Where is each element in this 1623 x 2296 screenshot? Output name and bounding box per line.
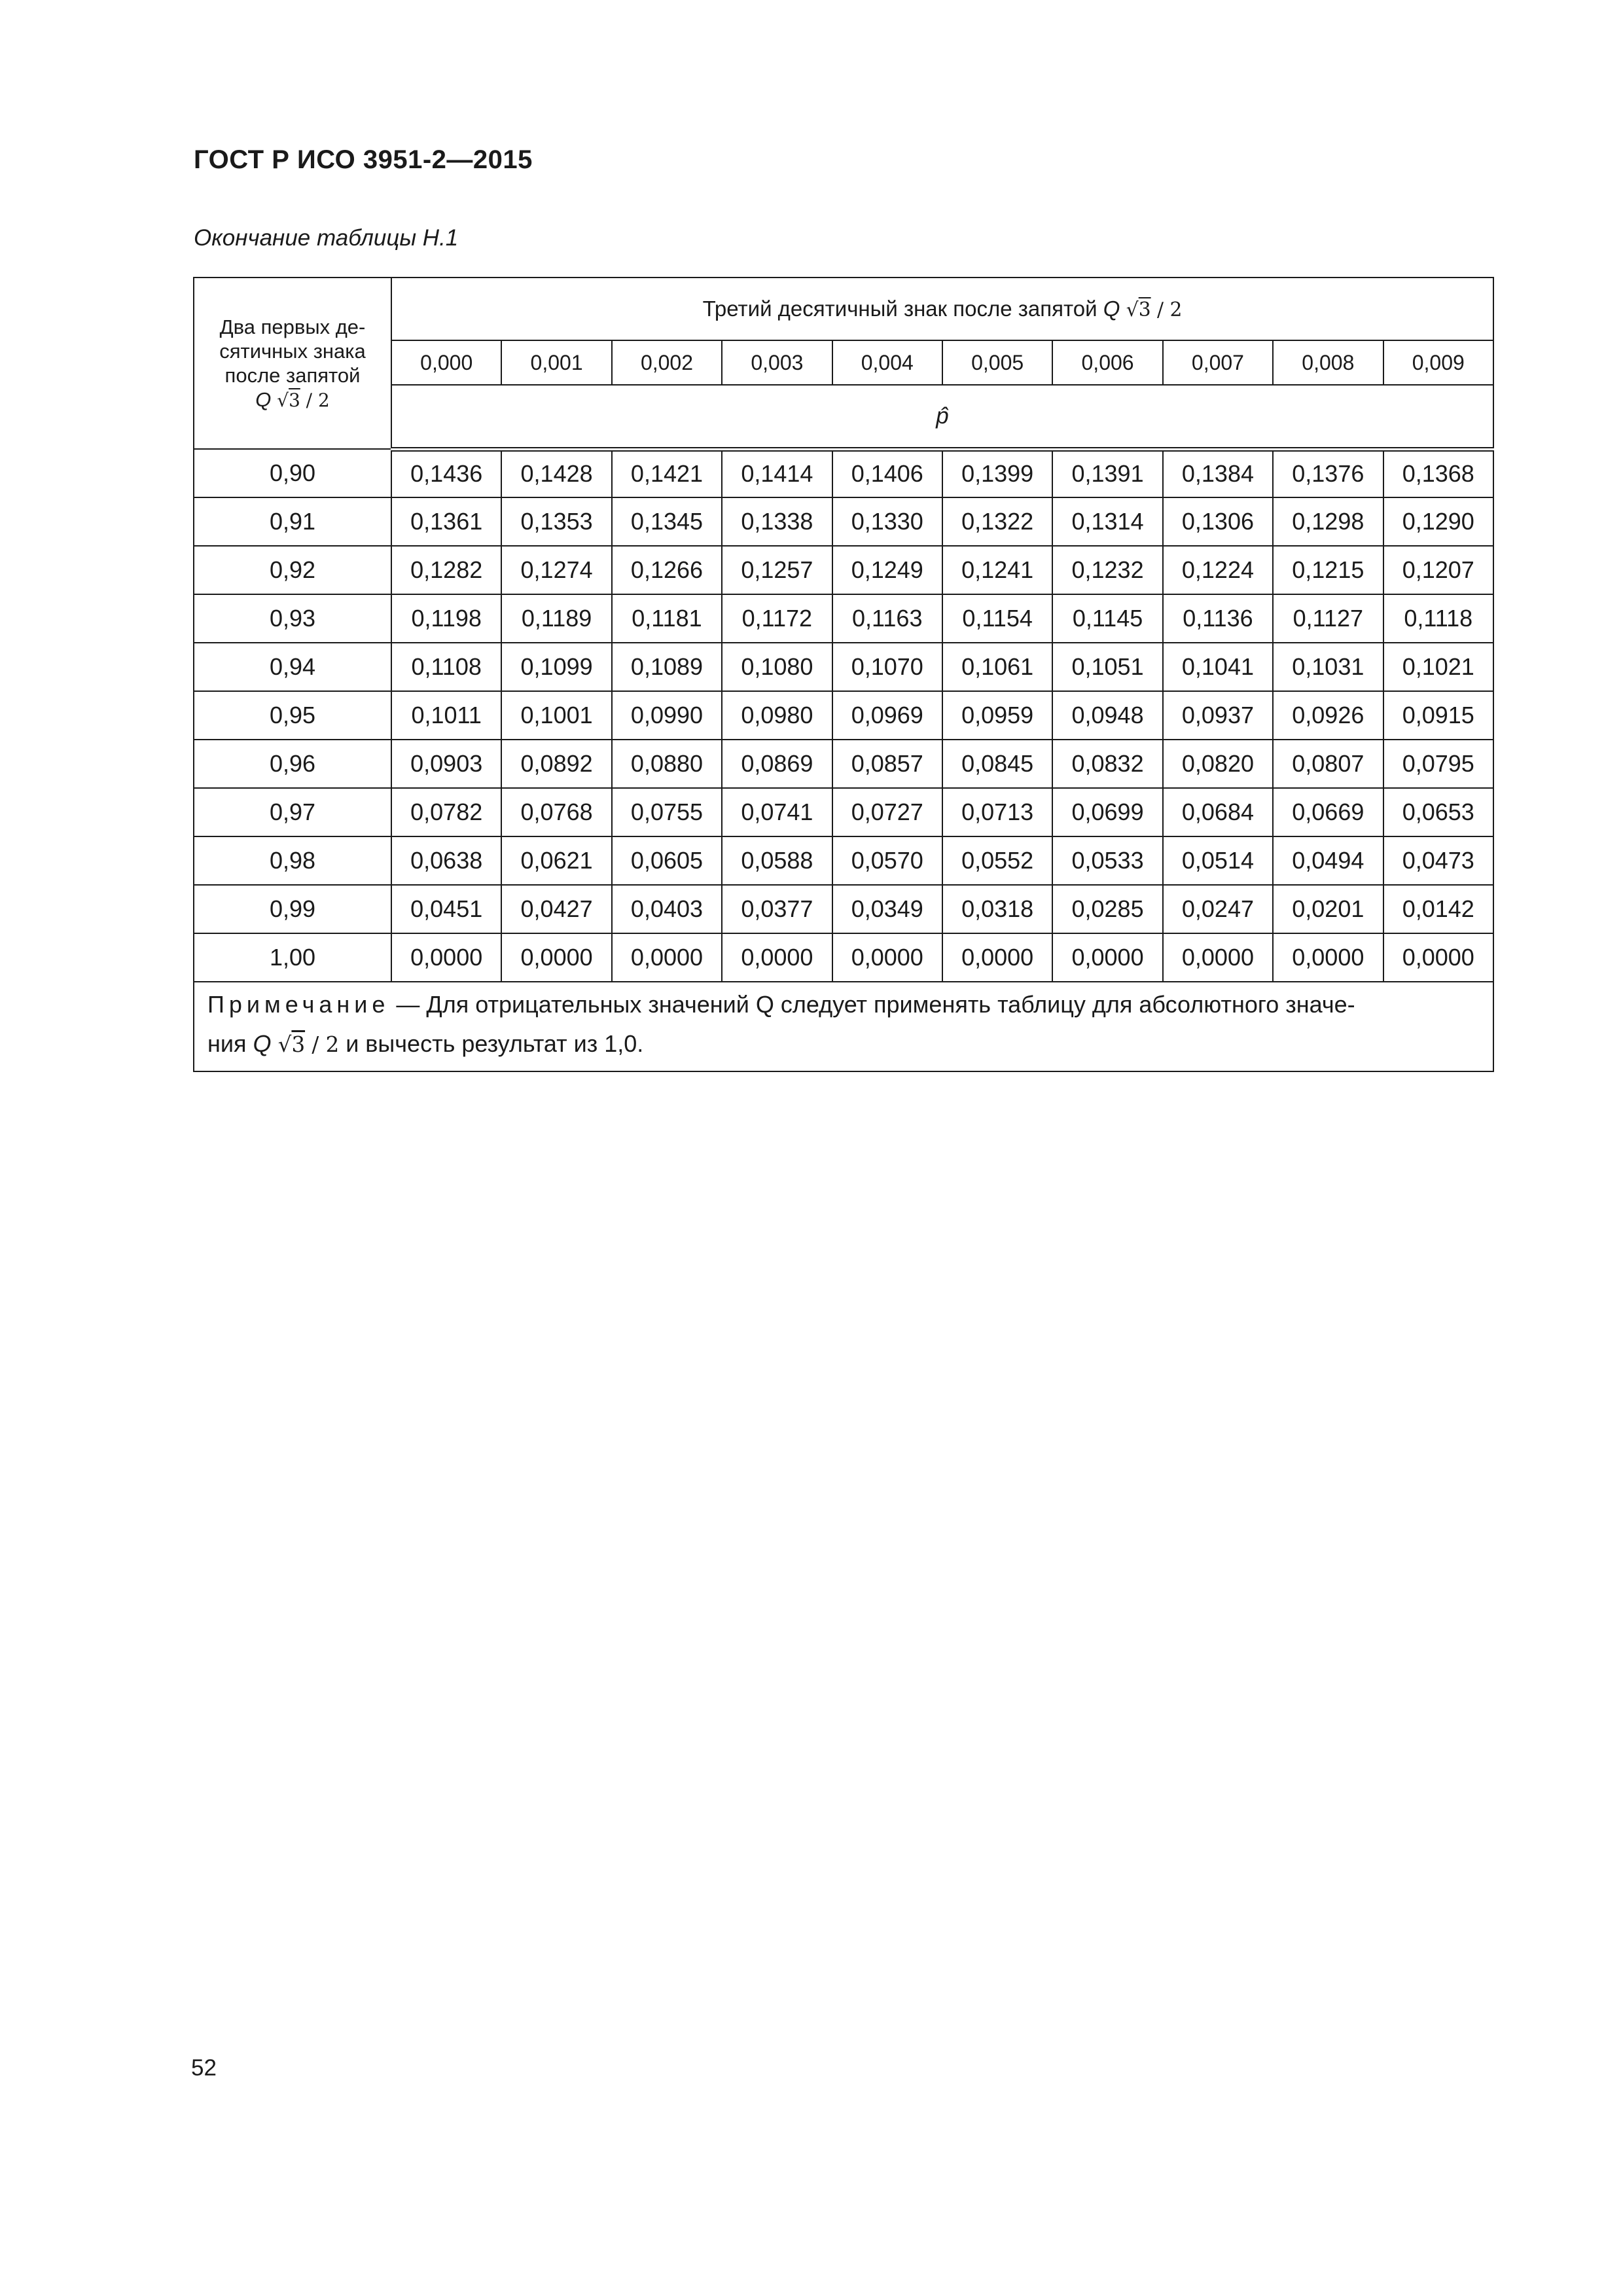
- table-cell: 0,1041: [1163, 643, 1273, 691]
- table-cell: 0,0349: [832, 885, 942, 933]
- corner-formula: Q √3 / 2: [255, 387, 330, 411]
- table-row: [194, 933, 1493, 982]
- column-header: 0,009: [1383, 340, 1493, 385]
- table-cell: 0,1163: [832, 594, 942, 643]
- table-cell: 0,0142: [1383, 885, 1493, 933]
- third-decimal-header-text: Третий десятичный знак после запятой: [702, 296, 1097, 321]
- table-cell: 0,1080: [722, 643, 832, 691]
- table-cell: 0,0741: [722, 788, 832, 836]
- table-cell: 0,1282: [391, 546, 501, 594]
- table-cell: 0,0807: [1273, 740, 1383, 788]
- table-row: [194, 643, 1493, 691]
- table-cell: 0,1361: [391, 497, 501, 546]
- table-cell: 0,0000: [1273, 933, 1383, 982]
- table-cell: 0,1314: [1052, 497, 1162, 546]
- row-header-label: [194, 278, 391, 449]
- column-header: 0,001: [501, 340, 611, 385]
- third-decimal-formula: Q √3 / 2: [1103, 296, 1183, 321]
- column-header: 0,008: [1273, 340, 1383, 385]
- column-header: 0,006: [1052, 340, 1162, 385]
- table-cell: 0,1330: [832, 497, 942, 546]
- row-label: 0,92: [194, 546, 391, 594]
- column-header: 0,004: [832, 340, 942, 385]
- table-cell: 0,1384: [1163, 449, 1273, 497]
- table-cell: 0,0605: [612, 836, 722, 885]
- row-label: 0,96: [194, 740, 391, 788]
- table-cell: 0,1136: [1163, 594, 1273, 643]
- table-cell: 0,0588: [722, 836, 832, 885]
- row-label: 0,99: [194, 885, 391, 933]
- table-cell: 0,0669: [1273, 788, 1383, 836]
- table-cell: 0,0782: [391, 788, 501, 836]
- table-cell: 0,0845: [942, 740, 1052, 788]
- table-cell: 0,0880: [612, 740, 722, 788]
- table-cell: 0,1215: [1273, 546, 1383, 594]
- table-cell: 0,0000: [1163, 933, 1273, 982]
- row-label: 0,98: [194, 836, 391, 885]
- row-label: 0,91: [194, 497, 391, 546]
- table-cell: 0,0948: [1052, 691, 1162, 740]
- page-number: 52: [191, 2055, 217, 2081]
- table-cell: 0,0514: [1163, 836, 1273, 885]
- table-row: [194, 740, 1493, 788]
- table-cell: 0,0377: [722, 885, 832, 933]
- table-cell: 0,1207: [1383, 546, 1493, 594]
- table-cell: 0,0969: [832, 691, 942, 740]
- table-cell: 0,1001: [501, 691, 611, 740]
- column-header: 0,005: [942, 340, 1052, 385]
- table-cell: 0,0000: [1383, 933, 1493, 982]
- table-cell: 0,0903: [391, 740, 501, 788]
- table-row: [194, 788, 1493, 836]
- table-cell: 0,1070: [832, 643, 942, 691]
- table-cell: 0,1338: [722, 497, 832, 546]
- table-cell: 0,1127: [1273, 594, 1383, 643]
- table-cell: 0,0959: [942, 691, 1052, 740]
- table-body: [194, 449, 1493, 982]
- table-cell: 0,1428: [501, 449, 611, 497]
- table-cell: 0,1249: [832, 546, 942, 594]
- note-lead: Примечание: [207, 991, 390, 1018]
- row-label: 0,94: [194, 643, 391, 691]
- column-header: 0,007: [1163, 340, 1273, 385]
- table-cell: 0,0533: [1052, 836, 1162, 885]
- table-cell: 0,0684: [1163, 788, 1273, 836]
- table-row: [194, 449, 1493, 497]
- row-label: 0,90: [194, 449, 391, 497]
- table-cell: 0,1290: [1383, 497, 1493, 546]
- table-cell: 0,1172: [722, 594, 832, 643]
- table-cell: 0,0980: [722, 691, 832, 740]
- note-text-after: и вычесть результат из 1,0.: [339, 1030, 644, 1057]
- table-row: [194, 691, 1493, 740]
- table-cell: 0,0570: [832, 836, 942, 885]
- table-cell: 0,0000: [501, 933, 611, 982]
- table-cell: 0,1266: [612, 546, 722, 594]
- table-cell: 0,0768: [501, 788, 611, 836]
- row-label: 1,00: [194, 933, 391, 982]
- table-cell: 0,0832: [1052, 740, 1162, 788]
- table-cell: 0,0427: [501, 885, 611, 933]
- table-cell: 0,1089: [612, 643, 722, 691]
- table-cell: 0,1031: [1273, 643, 1383, 691]
- row-label: 0,93: [194, 594, 391, 643]
- table-cell: 0,1198: [391, 594, 501, 643]
- table-cell: 0,1232: [1052, 546, 1162, 594]
- table-cell: 0,1406: [832, 449, 942, 497]
- table-cell: 0,1391: [1052, 449, 1162, 497]
- table-cell: 0,0755: [612, 788, 722, 836]
- table-cell: 0,1376: [1273, 449, 1383, 497]
- table-cell: 0,1421: [612, 449, 722, 497]
- table-cell: 0,0915: [1383, 691, 1493, 740]
- table-cell: 0,0000: [942, 933, 1052, 982]
- table-cell: 0,0926: [1273, 691, 1383, 740]
- table-cell: 0,0403: [612, 885, 722, 933]
- table-cell: 0,0000: [722, 933, 832, 982]
- table-cell: 0,1322: [942, 497, 1052, 546]
- table-cell: 0,1306: [1163, 497, 1273, 546]
- corner-label-line-2: сятичных знака: [219, 339, 366, 363]
- lookup-table: [193, 277, 1494, 1072]
- table-cell: 0,1118: [1383, 594, 1493, 643]
- table-cell: 0,0473: [1383, 836, 1493, 885]
- table-cell: 0,0990: [612, 691, 722, 740]
- table-row: [194, 497, 1493, 546]
- table-cell: 0,0494: [1273, 836, 1383, 885]
- corner-label-line-1: Два первых де-: [219, 315, 366, 338]
- table-cell: 0,1399: [942, 449, 1052, 497]
- table-cell: 0,1011: [391, 691, 501, 740]
- table-cell: 0,0621: [501, 836, 611, 885]
- third-decimal-header: [391, 278, 1493, 340]
- table-cell: 0,1414: [722, 449, 832, 497]
- table-cell: 0,0285: [1052, 885, 1162, 933]
- table-row: [194, 594, 1493, 643]
- table-cell: 0,0000: [1052, 933, 1162, 982]
- table-note: [194, 982, 1493, 1071]
- table-cell: 0,0552: [942, 836, 1052, 885]
- table-cell: 0,0820: [1163, 740, 1273, 788]
- column-header: 0,002: [612, 340, 722, 385]
- table-cell: 0,0699: [1052, 788, 1162, 836]
- table-cell: 0,1154: [942, 594, 1052, 643]
- table-cell: 0,0795: [1383, 740, 1493, 788]
- column-header: 0,000: [391, 340, 501, 385]
- table-cell: 0,1274: [501, 546, 611, 594]
- table-cell: 0,1345: [612, 497, 722, 546]
- table-cell: 0,1368: [1383, 449, 1493, 497]
- table-cell: 0,0937: [1163, 691, 1273, 740]
- table-row: [194, 546, 1493, 594]
- table-cell: 0,1108: [391, 643, 501, 691]
- table-cell: 0,0201: [1273, 885, 1383, 933]
- table-cell: 0,1021: [1383, 643, 1493, 691]
- table-cell: 0,0000: [832, 933, 942, 982]
- table-cell: 0,1189: [501, 594, 611, 643]
- table-cell: 0,0247: [1163, 885, 1273, 933]
- table-cell: 0,0869: [722, 740, 832, 788]
- table-cell: 0,1241: [942, 546, 1052, 594]
- document-title: ГОСТ Р ИСО 3951-2—2015: [194, 145, 533, 174]
- p-hat-header: p̂: [391, 385, 1493, 449]
- table-cell: 0,0857: [832, 740, 942, 788]
- row-label: 0,97: [194, 788, 391, 836]
- table-row: [194, 885, 1493, 933]
- note-formula: Q √3 / 2: [253, 1030, 340, 1057]
- note-text-before: — Для отрицательных значений Q следует применять таблицу для абсолютного значе- ния: [207, 991, 1355, 1057]
- table-cell: 0,1257: [722, 546, 832, 594]
- table-cell: 0,1436: [391, 449, 501, 497]
- corner-label-line-3: после запятой: [224, 363, 361, 387]
- table-cell: 0,1298: [1273, 497, 1383, 546]
- table-cell: 0,0892: [501, 740, 611, 788]
- table-cell: 0,1145: [1052, 594, 1162, 643]
- table-cell: 0,0638: [391, 836, 501, 885]
- table-cell: 0,0000: [612, 933, 722, 982]
- table-caption: Окончание таблицы Н.1: [194, 225, 459, 251]
- table-cell: 0,0653: [1383, 788, 1493, 836]
- table-cell: 0,1061: [942, 643, 1052, 691]
- table-cell: 0,0451: [391, 885, 501, 933]
- table-cell: 0,0318: [942, 885, 1052, 933]
- table-cell: 0,1181: [612, 594, 722, 643]
- table-cell: 0,0727: [832, 788, 942, 836]
- table-cell: 0,1099: [501, 643, 611, 691]
- table-cell: 0,1051: [1052, 643, 1162, 691]
- table-cell: 0,0713: [942, 788, 1052, 836]
- table-cell: 0,0000: [391, 933, 501, 982]
- table-cell: 0,1224: [1163, 546, 1273, 594]
- row-label: 0,95: [194, 691, 391, 740]
- column-header: 0,003: [722, 340, 832, 385]
- table-cell: 0,1353: [501, 497, 611, 546]
- table-row: [194, 836, 1493, 885]
